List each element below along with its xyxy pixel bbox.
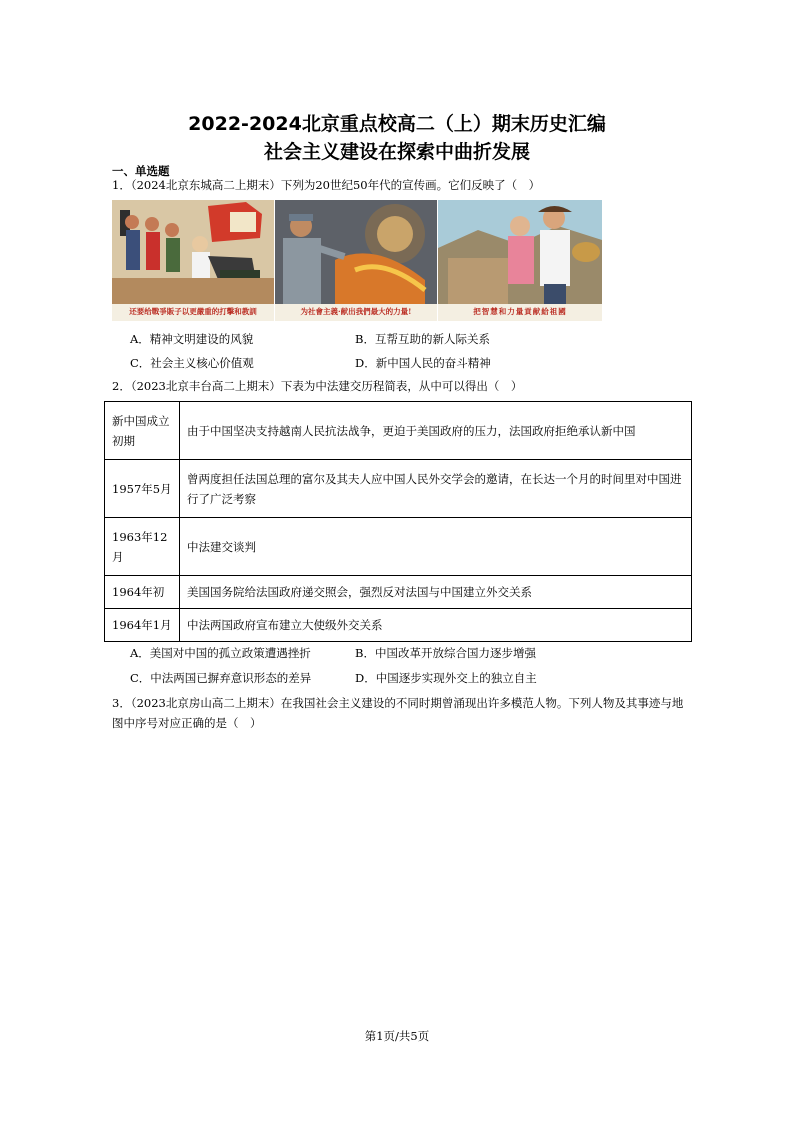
document-title-line2: 社会主义建设在探索中曲折发展: [263, 141, 530, 163]
question-2-option-d[interactable]: D．中国逐步实现外交上的独立自主: [355, 671, 537, 685]
question-2-option-b[interactable]: B．中国改革开放综合国力逐步增强: [355, 646, 536, 660]
question-3-stem: 3．（2023北京房山高二上期末）在我国社会主义建设的不同时期曾涌现出许多模范人物。下列人物及其事迹与地图中序号对应正确的是（ ）: [112, 696, 684, 730]
question-1-option-a[interactable]: A．精神文明建设的风貌: [130, 332, 254, 346]
poster-1: [112, 200, 274, 321]
table-cell-time: 1957年5月: [105, 460, 180, 518]
document-title-line1: 2022-2024北京重点校高二（上）期末历史汇编: [188, 113, 606, 135]
poster-2: [275, 200, 437, 321]
table-cell-event: 曾两度担任法国总理的富尔及其夫人应中国人民外交学会的邀请，在长达一个月的时间里对中国进行了广泛考察: [180, 460, 692, 518]
table-cell-event: 中法两国政府宣布建立大使级外交关系: [180, 609, 692, 642]
table-cell-event: 由于中国坚决支持越南人民抗法战争，更迫于美国政府的压力，法国政府拒绝承认新中国: [180, 402, 692, 460]
table-cell-time: 1964年初: [105, 576, 180, 609]
section-heading: 一、单选题: [112, 164, 170, 178]
question-2-option-c[interactable]: C．中法两国已摒弃意识形态的差异: [130, 671, 312, 685]
table-row: [105, 518, 692, 576]
page-number: 第1页/共5页: [364, 1029, 430, 1043]
poster-3-image: [438, 200, 602, 321]
poster-1-image: [112, 200, 274, 321]
question-1-option-c[interactable]: C．社会主义核心价值观: [130, 356, 254, 370]
table-row: [105, 576, 692, 609]
question-1-option-b[interactable]: B．互帮互助的新人际关系: [355, 332, 490, 346]
table-row: [105, 402, 692, 460]
table-cell-event: 美国国务院给法国政府递交照会，强烈反对法国与中国建立外交关系: [180, 576, 692, 609]
table-cell-time: 1964年1月: [105, 609, 180, 642]
table-row: [105, 609, 692, 642]
question-1-stem: 1．（2024北京东城高二上期末）下列为20世纪50年代的宣传画。它们反映了（ ）: [112, 178, 541, 192]
table-cell-event: 中法建交谈判: [180, 518, 692, 576]
table-cell-time: 新中国成立初期: [105, 402, 180, 460]
china-france-relations-table: [104, 401, 692, 642]
question-1-option-d[interactable]: D．新中国人民的奋斗精神: [355, 356, 491, 370]
table-row: [105, 460, 692, 518]
poster-3-caption: 把智慧和力量貢献給祖國: [473, 307, 567, 316]
poster-2-caption: 为社會主義·献出我們最大的力量!: [300, 307, 412, 316]
poster-1-caption: 还要给戰爭販子以更嚴重的打擊和教訓: [129, 307, 257, 316]
poster-2-image: [275, 200, 437, 321]
question-1-posters: [112, 200, 602, 321]
question-2-option-a[interactable]: A．美国对中国的孤立政策遭遇挫折: [130, 646, 311, 660]
table-cell-time: 1963年12月: [105, 518, 180, 576]
poster-3: [438, 200, 602, 321]
question-2-stem: 2．（2023北京丰台高二上期末）下表为中法建交历程简表，从中可以得出（ ）: [112, 379, 523, 393]
